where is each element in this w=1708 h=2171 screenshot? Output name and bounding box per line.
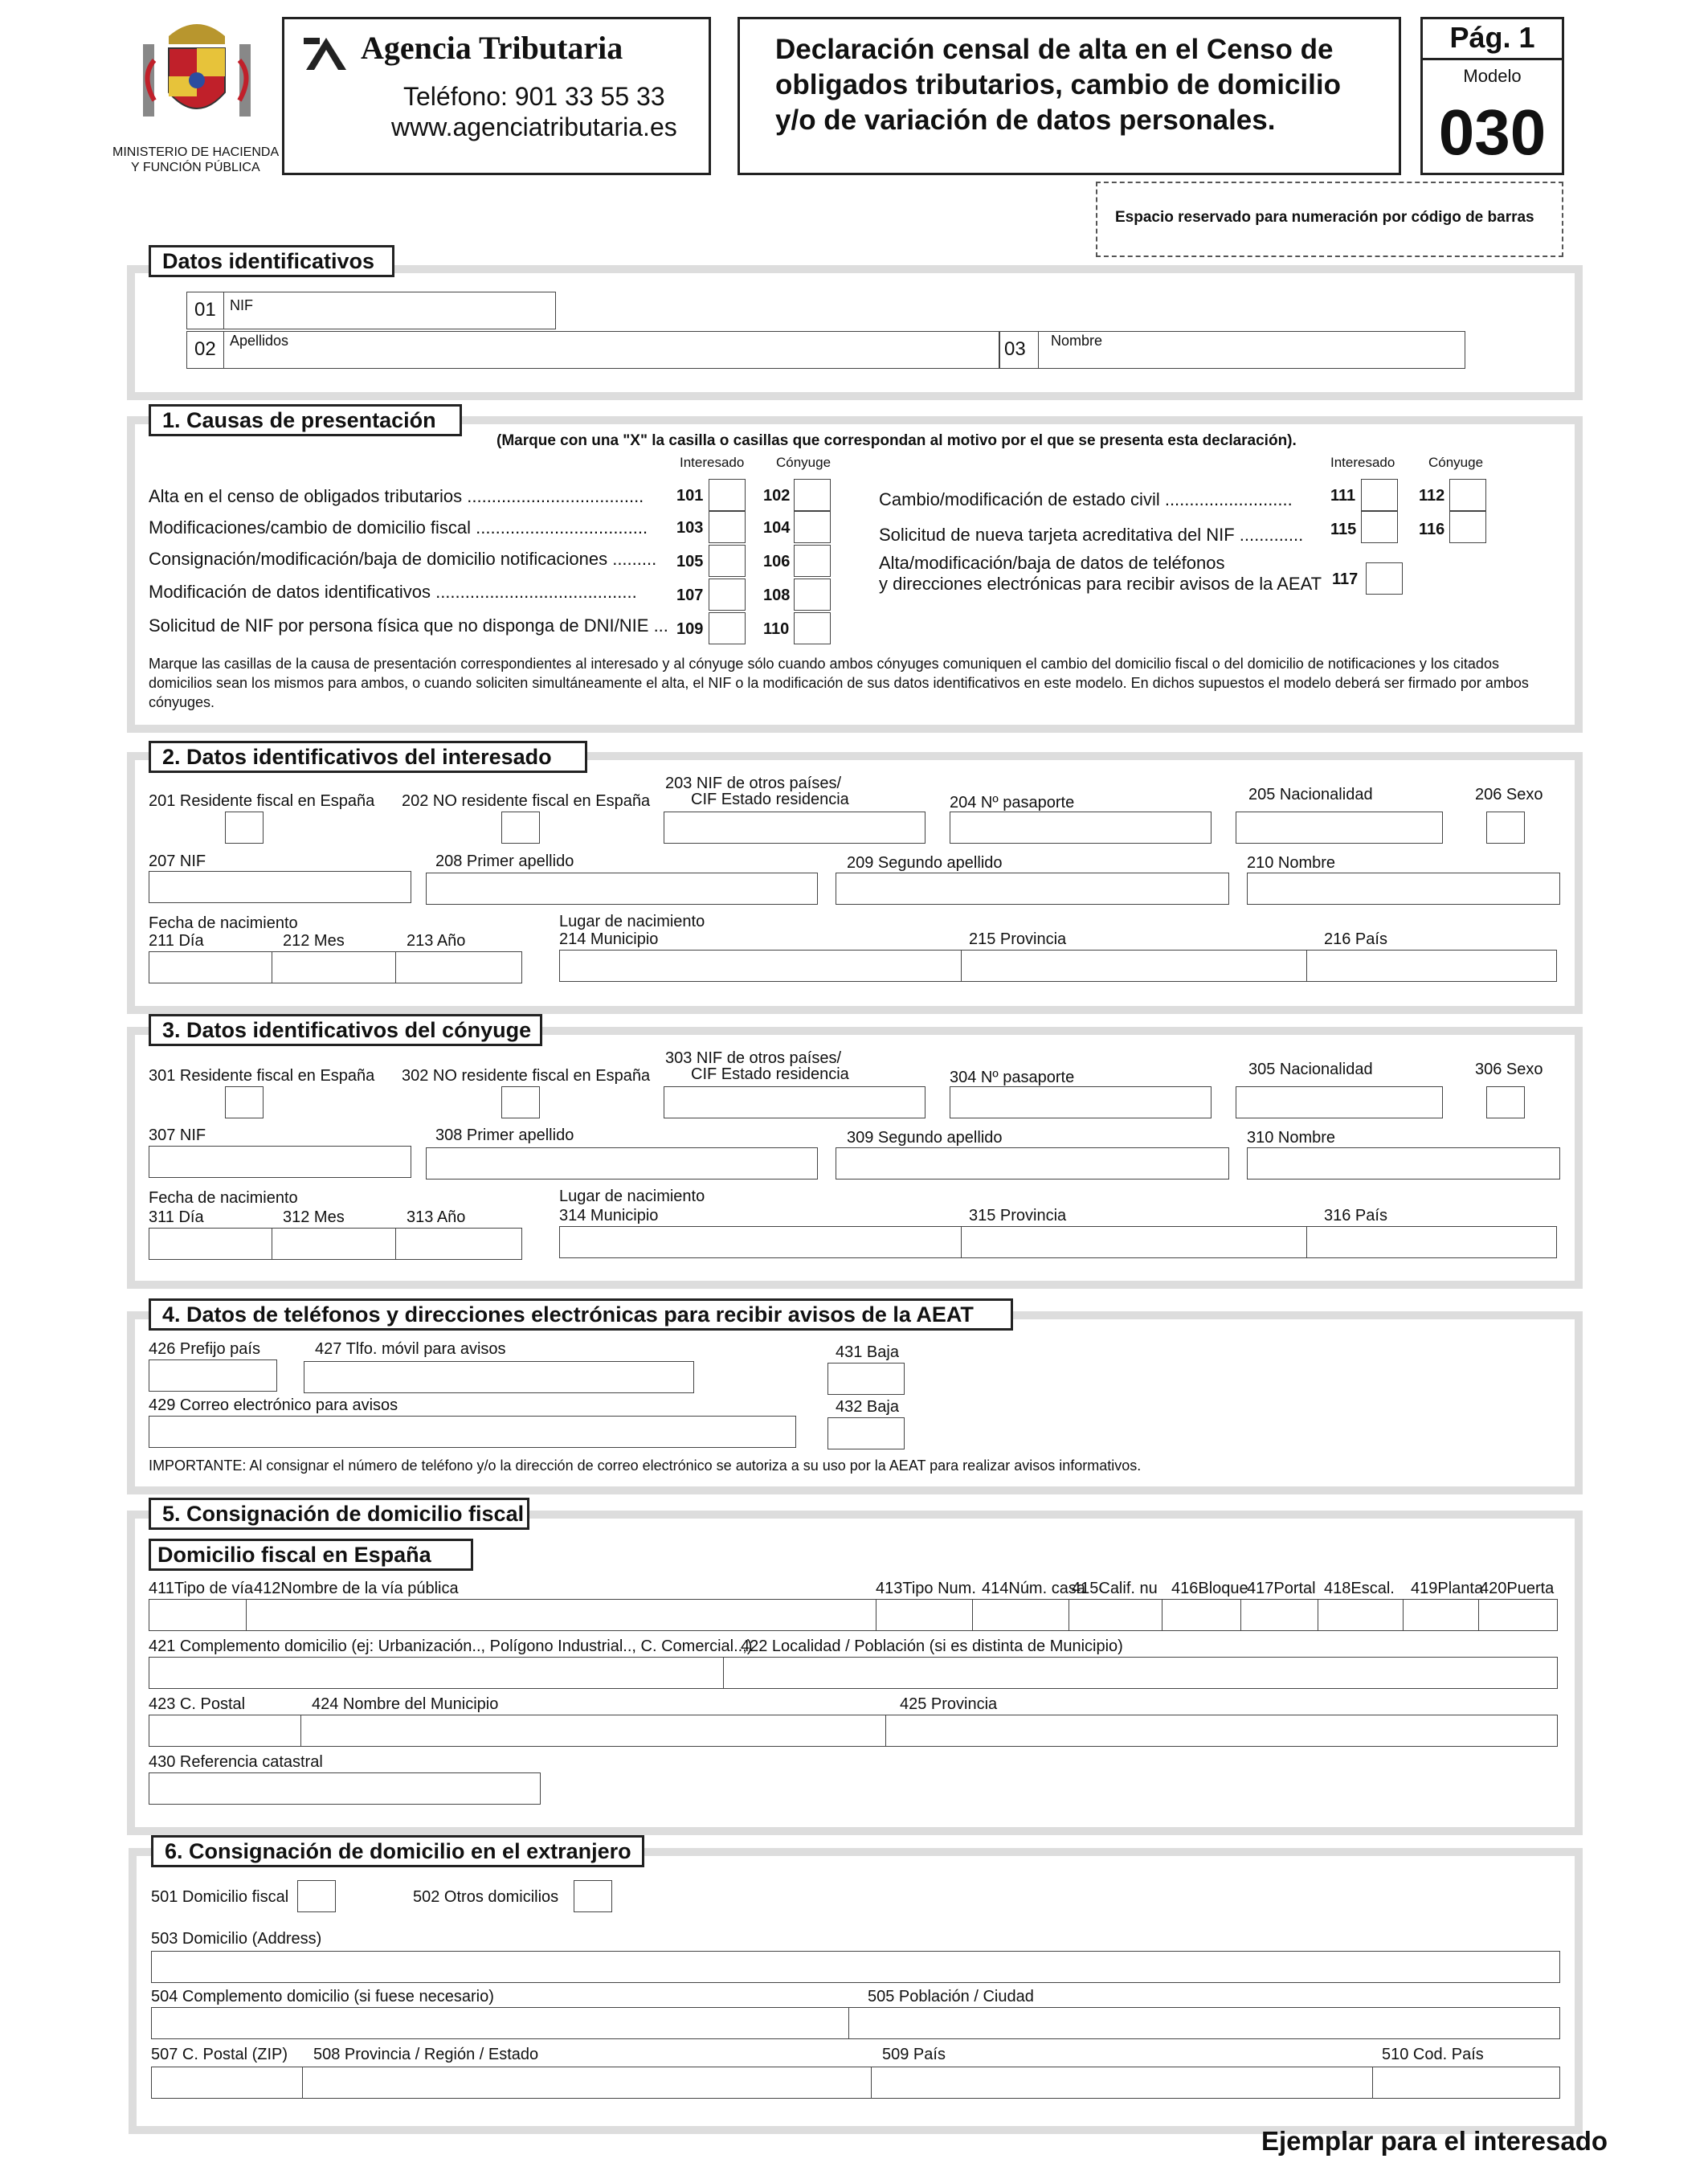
causa-num: 112 [1419, 487, 1445, 505]
sep [1478, 1599, 1479, 1631]
label-417: 417Portal [1247, 1580, 1316, 1597]
sep [300, 1715, 301, 1747]
field-214-216[interactable] [559, 950, 1557, 982]
sep [961, 950, 962, 982]
label-216: 216 País [1324, 930, 1387, 948]
causa-num: 105 [676, 553, 704, 570]
field-306[interactable] [1486, 1086, 1525, 1118]
label-416: 416Bloque [1171, 1580, 1248, 1597]
label-fecha: Fecha de nacimiento [149, 1189, 298, 1207]
checkbox-101[interactable] [709, 479, 746, 511]
label-212: 212 Mes [283, 932, 345, 950]
field-504-505[interactable] [151, 2007, 1560, 2039]
agency-phone: Teléfono: 901 33 55 33 [403, 82, 665, 111]
field-203[interactable] [664, 812, 926, 844]
causas-instruction: (Marque con una "X" la casilla o casillas que correspondan al motivo por el que se presenta esta declaración). [496, 432, 1297, 449]
label-510: 510 Cod. País [1382, 2046, 1484, 2063]
apellidos-field[interactable] [186, 331, 999, 369]
causa-num: 107 [676, 587, 704, 604]
modelo-number: 030 [1438, 96, 1547, 168]
label-315: 315 Provincia [969, 1207, 1067, 1225]
label-210: 210 Nombre [1247, 854, 1336, 872]
modelo-label: Modelo [1463, 66, 1522, 86]
causa-row-label: Modificaciones/cambio de domicilio fiscal ................................... [149, 517, 648, 538]
label-301: 301 Residente fiscal en España [149, 1067, 375, 1085]
col-conyuge-left: Cónyuge [776, 455, 832, 470]
sep [1306, 1226, 1307, 1258]
label-507: 507 C. Postal (ZIP) [151, 2046, 288, 2063]
checkbox-117[interactable] [1366, 562, 1403, 595]
f03-sep [1038, 331, 1039, 369]
checkbox-116[interactable] [1449, 511, 1486, 543]
field-431[interactable] [827, 1363, 905, 1395]
footer-copy-label: Ejemplar para el interesado [1261, 2126, 1608, 2156]
label-425: 425 Provincia [900, 1695, 998, 1713]
field-205[interactable] [1236, 812, 1443, 844]
field-430[interactable] [149, 1772, 541, 1805]
field-210[interactable] [1247, 873, 1560, 905]
label-508: 508 Provincia / Región / Estado [313, 2046, 539, 2063]
checkbox-502[interactable] [574, 1880, 612, 1912]
checkbox-202[interactable] [501, 812, 540, 844]
checkbox-111[interactable] [1361, 479, 1398, 511]
checkbox-103[interactable] [709, 511, 746, 543]
checkbox-102[interactable] [794, 479, 831, 511]
field-314-316[interactable] [559, 1226, 1557, 1258]
label-307: 307 NIF [149, 1126, 206, 1144]
checkbox-104[interactable] [794, 511, 831, 543]
label-214: 214 Municipio [559, 930, 659, 948]
label-427: 427 Tlfo. móvil para avisos [315, 1340, 506, 1358]
field-411-420[interactable] [149, 1599, 1558, 1631]
sep [972, 1599, 973, 1631]
causa-num: 103 [676, 519, 704, 537]
form-title-box [738, 17, 1401, 175]
label-412: 412Nombre de la vía pública [254, 1580, 459, 1597]
interesado-title: 2. Datos identificativos del interesado [149, 741, 587, 773]
field-311-313[interactable] [149, 1228, 522, 1260]
label-209: 209 Segundo apellido [847, 854, 1003, 872]
field-204[interactable] [950, 812, 1212, 844]
checkbox-110[interactable] [794, 612, 831, 644]
causa-num: 104 [763, 519, 791, 537]
causa-num: 116 [1419, 521, 1445, 538]
label-418: 418Escal. [1324, 1580, 1395, 1597]
col-conyuge-right: Cónyuge [1428, 455, 1484, 470]
sep [885, 1715, 886, 1747]
domicilio-fiscal-title: 5. Consignación de domicilio fiscal [149, 1498, 529, 1530]
agency-logo-icon [302, 34, 350, 74]
label-207: 207 NIF [149, 852, 206, 870]
label-308: 308 Primer apellido [435, 1126, 574, 1144]
f02-sep [223, 331, 224, 369]
checkbox-302[interactable] [501, 1086, 540, 1118]
field-432[interactable] [827, 1417, 905, 1449]
ministry-line-1: MINISTERIO DE HACIENDA [112, 145, 280, 159]
barcode-note: Espacio reservado para numeración por código de barras [1115, 209, 1534, 226]
label-429: 429 Correo electrónico para avisos [149, 1396, 398, 1414]
extranjero-title: 6. Consignación de domicilio en el extranjero [151, 1835, 644, 1867]
field-209[interactable] [836, 873, 1229, 905]
label-421: 421 Complemento domicilio (ej: Urbanización.., Polígono Industrial.., C. Comercial..,) [149, 1637, 753, 1655]
causa-row-label: Cambio/modificación de estado civil .......................... [879, 489, 1293, 509]
page-number: Pág. 1 [1423, 19, 1562, 60]
label-203b: CIF Estado residencia [691, 791, 849, 808]
field-307[interactable] [149, 1146, 411, 1178]
causa-num: 108 [763, 587, 791, 604]
telefonos-note: IMPORTANTE: Al consignar el número de teléfono y/o la dirección de correo electrónico se autoriza a su uso por la AEAT para realizar avisos informativos. [149, 1458, 1142, 1474]
label-204: 204 Nº pasaporte [950, 794, 1075, 812]
f02-label: Apellidos [230, 333, 289, 349]
field-310[interactable] [1247, 1147, 1560, 1180]
field-303[interactable] [664, 1086, 926, 1118]
col-interesado-left: Interesado [680, 455, 745, 470]
checkbox-301[interactable] [225, 1086, 264, 1118]
form-title: Declaración censal de alta en el Censo de obligados tributarios, cambio de domicilio y/o de variación de datos personales. [775, 34, 1341, 136]
label-413: 413Tipo Num. [876, 1580, 976, 1597]
field-429[interactable] [149, 1416, 796, 1448]
label-424: 424 Nombre del Municipio [312, 1695, 499, 1713]
field-309[interactable] [836, 1147, 1229, 1180]
field-211-213[interactable] [149, 951, 522, 983]
label-415: 415Calif. nu [1072, 1580, 1158, 1597]
label-426: 426 Prefijo país [149, 1340, 260, 1358]
field-206[interactable] [1486, 812, 1525, 844]
label-422: 422 Localidad / Población (si es distinta de Municipio) [741, 1637, 1123, 1655]
causa-num: 115 [1330, 521, 1357, 538]
label-419: 419Planta [1411, 1580, 1484, 1597]
sep [395, 951, 396, 983]
checkbox-201[interactable] [225, 812, 264, 844]
label-306: 306 Sexo [1475, 1061, 1543, 1078]
label-430: 430 Referencia catastral [149, 1753, 323, 1771]
causa-num: 106 [763, 553, 791, 570]
label-504: 504 Complemento domicilio (si fuese necesario) [151, 1988, 494, 2005]
causa-117-line-2: y direcciones electrónicas para recibir avisos de la AEAT [879, 574, 1322, 594]
label-lugar: Lugar de nacimiento [559, 913, 705, 930]
field-208[interactable] [426, 873, 818, 905]
label-203a: 203 NIF de otros países/ [665, 775, 842, 792]
label-312: 312 Mes [283, 1208, 345, 1226]
sep [961, 1226, 962, 1258]
causa-row-label: Alta en el censo de obligados tributarios .................................... [149, 486, 644, 506]
causa-num: 110 [763, 620, 790, 638]
sep [871, 2067, 872, 2099]
label-501: 501 Domicilio fiscal [151, 1888, 289, 1906]
label-420: 420Puerta [1480, 1580, 1555, 1597]
sep [1240, 1599, 1241, 1631]
domicilio-fiscal-subtitle: Domicilio fiscal en España [149, 1539, 473, 1571]
checkbox-108[interactable] [794, 579, 831, 611]
causa-117-line-1: Alta/modificación/baja de datos de teléfonos [879, 553, 1225, 573]
modelo-box [1420, 17, 1564, 175]
label-206: 206 Sexo [1475, 786, 1543, 803]
coat-of-arms [137, 12, 257, 141]
field-304[interactable] [950, 1086, 1212, 1118]
label-215: 215 Provincia [969, 930, 1067, 948]
checkbox-112[interactable] [1449, 479, 1486, 511]
label-414: 414Núm. casa [982, 1580, 1085, 1597]
checkbox-107[interactable] [709, 579, 746, 611]
f01-num: 01 [194, 299, 216, 321]
field-423-425[interactable] [149, 1715, 1558, 1747]
f02-num: 02 [194, 338, 216, 360]
label-303b: CIF Estado residencia [691, 1065, 849, 1083]
checkbox-109[interactable] [709, 612, 746, 644]
label-509: 509 País [882, 2046, 946, 2063]
label-303a: 303 NIF de otros países/ [665, 1049, 842, 1067]
sep [246, 1599, 247, 1631]
label-316: 316 País [1324, 1207, 1387, 1225]
agency-name: Agencia Tributaria [361, 30, 623, 66]
sep [848, 2007, 849, 2039]
label-lugar: Lugar de nacimiento [559, 1188, 705, 1205]
checkbox-106[interactable] [794, 545, 831, 577]
datos-ident-title: Datos identificativos [149, 245, 394, 277]
causa-num: 101 [676, 487, 704, 505]
label-304: 304 Nº pasaporte [950, 1069, 1075, 1086]
label-432: 432 Baja [836, 1398, 899, 1416]
field-507-510[interactable] [151, 2067, 1560, 2099]
checkbox-115[interactable] [1361, 511, 1398, 543]
sep [1162, 1599, 1163, 1631]
label-211: 211 Día [149, 932, 204, 950]
causa-row-label: Solicitud de NIF por persona física que no disponga de DNI/NIE ... [149, 615, 668, 636]
label-311: 311 Día [149, 1208, 204, 1226]
telefonos-title: 4. Datos de teléfonos y direcciones electrónicas para recibir avisos de la AEAT [149, 1298, 1013, 1331]
agency-box [282, 17, 711, 175]
col-interesado-right: Interesado [1330, 455, 1395, 470]
label-309: 309 Segundo apellido [847, 1129, 1003, 1147]
label-503: 503 Domicilio (Address) [151, 1930, 322, 1948]
f03-label: Nombre [1051, 333, 1103, 349]
field-427[interactable] [304, 1361, 694, 1393]
checkbox-501[interactable] [297, 1880, 336, 1912]
label-505: 505 Población / Ciudad [868, 1988, 1034, 2005]
label-305: 305 Nacionalidad [1248, 1061, 1373, 1078]
f03-num: 03 [1004, 338, 1026, 360]
sep [723, 1657, 724, 1689]
ministry-line-2: Y FUNCIÓN PÚBLICA [131, 161, 260, 174]
barcode-area [1096, 182, 1563, 257]
agency-web: www.agenciatributaria.es [391, 112, 677, 141]
field-305[interactable] [1236, 1086, 1443, 1118]
sep [1306, 950, 1307, 982]
causa-num: 111 [1330, 487, 1356, 505]
causas-note: Marque las casillas de la causa de presentación correspondientes al interesado y al cónyuge sólo cuando ambos cónyuges comuniquen el cambio del domicilio fiscal o del domicilio de notificaciones y los citados domicilios sean los mismos para ambos, o cuando soliciten simultáneamente el alta, el NIF o la modificación de sus datos identificativos en este modelo. En dichos supuestos el modelo deberá ser firmado por ambos cónyuges. [149, 656, 1529, 710]
label-423: 423 C. Postal [149, 1695, 246, 1713]
label-213: 213 Año [407, 932, 466, 950]
label-411: 411Tipo de vía [149, 1580, 254, 1597]
sep [302, 2067, 303, 2099]
label-201: 201 Residente fiscal en España [149, 792, 375, 810]
sep [1372, 2067, 1373, 2099]
label-302: 302 NO residente fiscal en España [402, 1067, 651, 1085]
label-fecha: Fecha de nacimiento [149, 914, 298, 932]
causa-num: 109 [676, 620, 704, 638]
field-308[interactable] [426, 1147, 818, 1180]
sep [395, 1228, 396, 1260]
label-502: 502 Otros domicilios [413, 1888, 559, 1906]
f01-label: NIF [230, 297, 253, 313]
sep [1403, 1599, 1404, 1631]
causa-row-label: Consignación/modificación/baja de domicilio notificaciones ......... [149, 549, 657, 569]
field-503[interactable] [151, 1951, 1560, 1983]
label-431: 431 Baja [836, 1343, 899, 1361]
causa-num: 117 [1332, 570, 1359, 588]
causa-num: 102 [763, 487, 791, 505]
causa-row-label: Solicitud de nueva tarjeta acreditativa del NIF ............. [879, 525, 1304, 545]
field-421-422[interactable] [149, 1657, 1558, 1689]
label-202: 202 NO residente fiscal en España [402, 792, 651, 810]
causa-row-label: Modificación de datos identificativos ......................................... [149, 582, 637, 602]
field-426[interactable] [149, 1359, 277, 1392]
f01-sep [223, 292, 224, 329]
conyuge-title: 3. Datos identificativos del cónyuge [149, 1014, 542, 1046]
checkbox-105[interactable] [709, 545, 746, 577]
label-313: 313 Año [407, 1208, 466, 1226]
field-207[interactable] [149, 871, 411, 903]
label-310: 310 Nombre [1247, 1129, 1336, 1147]
label-205: 205 Nacionalidad [1248, 786, 1373, 803]
label-314: 314 Municipio [559, 1207, 659, 1225]
causas-title: 1. Causas de presentación [149, 404, 462, 436]
label-208: 208 Primer apellido [435, 852, 574, 870]
